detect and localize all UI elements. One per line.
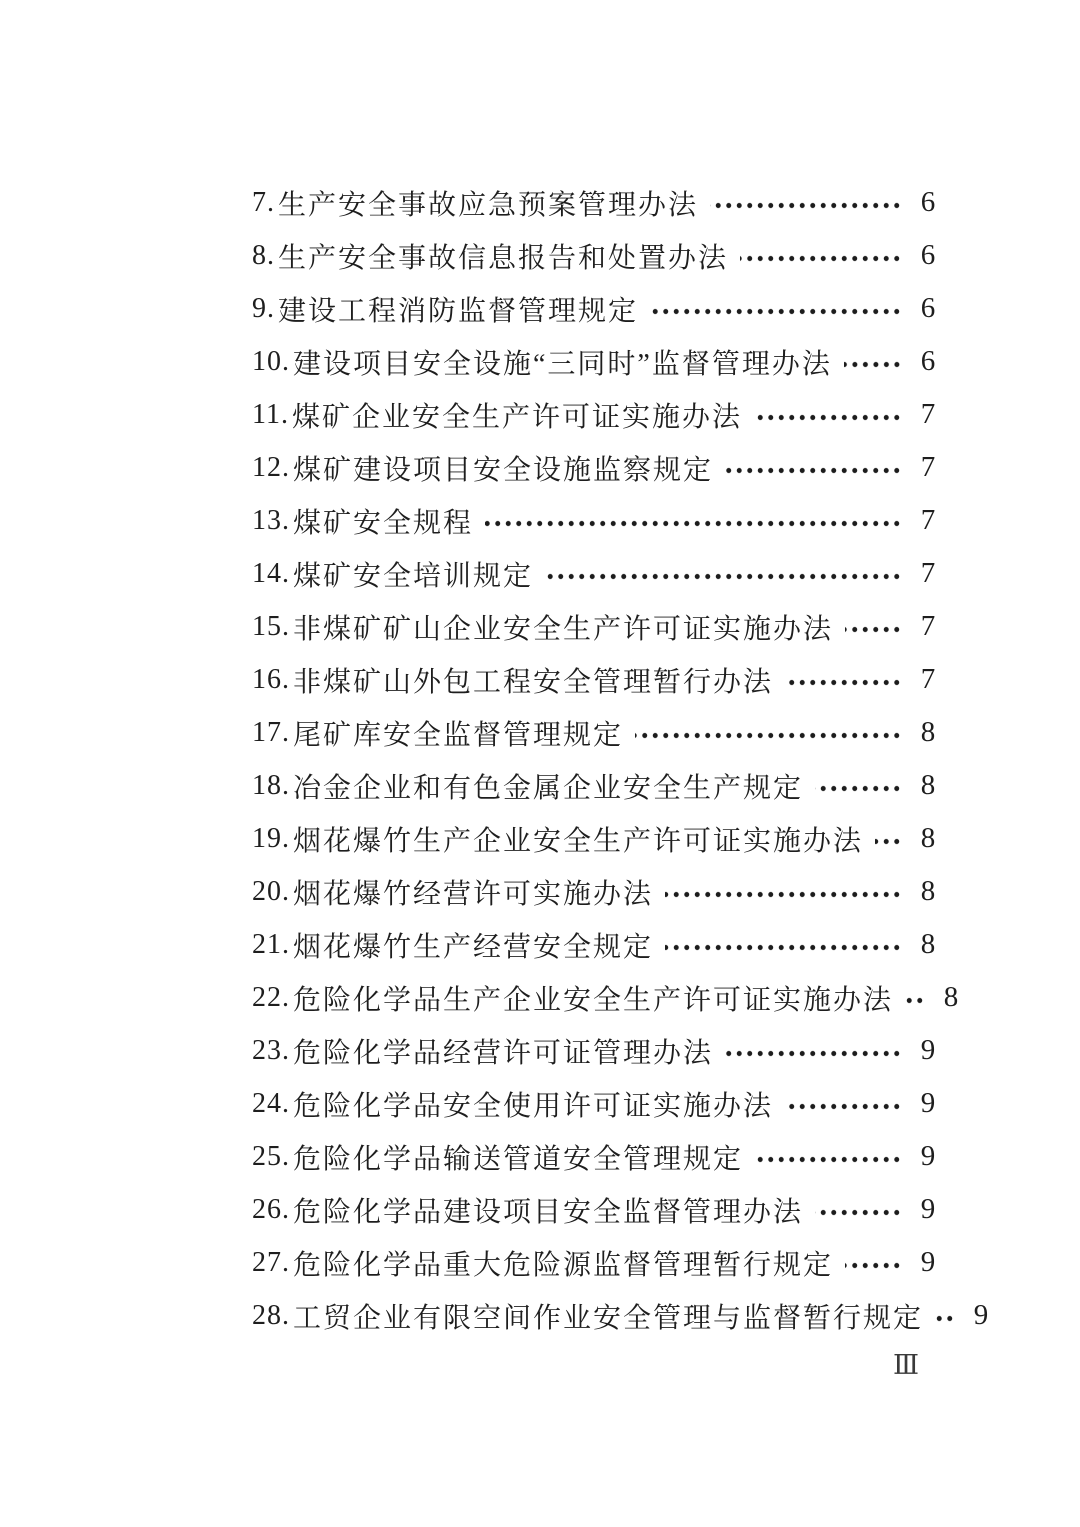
- toc-item-number: 18.: [252, 769, 290, 801]
- toc-item-title: 生产安全事故应急预案管理办法: [278, 189, 699, 221]
- toc-item: [252, 865, 948, 918]
- dot-leader: [935, 1289, 955, 1342]
- toc-item: [252, 918, 948, 971]
- toc-item-page: 8: [920, 769, 936, 801]
- page-folio: Ⅲ: [893, 1350, 921, 1380]
- toc-item-title: 尾矿库安全监督管理规定: [293, 719, 624, 751]
- dot-leader: [815, 1183, 902, 1236]
- toc-item-title: 煤矿安全培训规定: [293, 560, 534, 592]
- toc-item-page: 7: [920, 504, 936, 536]
- toc-item: [252, 706, 948, 759]
- toc-item-title: 煤矿企业安全生产许可证实施办法: [291, 401, 742, 433]
- toc-item-title: 危险化学品输送管道安全管理规定: [293, 1143, 744, 1175]
- dot-leader: [785, 1077, 902, 1130]
- toc-item: [252, 335, 948, 388]
- toc-item-number: 26.: [252, 1193, 290, 1225]
- toc-item-page: 9: [973, 1299, 989, 1331]
- toc-item-number: 25.: [252, 1140, 290, 1172]
- dot-leader: [665, 865, 902, 918]
- toc-item-page: 7: [920, 557, 936, 589]
- toc-item-page: 6: [920, 292, 936, 324]
- toc-item-title: 烟花爆竹生产企业安全生产许可证实施办法: [293, 825, 864, 857]
- toc-item-number: 15.: [252, 610, 290, 642]
- toc-item: [252, 282, 948, 335]
- toc-item-title: 烟花爆竹经营许可实施办法: [293, 878, 654, 910]
- toc-item: [252, 388, 948, 441]
- dot-leader: [635, 706, 902, 759]
- toc-item-title: 建设工程消防监督管理规定: [278, 295, 639, 327]
- toc-item: [252, 547, 948, 600]
- toc-item-page: 9: [920, 1246, 936, 1278]
- dot-leader: [545, 547, 902, 600]
- toc-item-page: 9: [920, 1034, 936, 1066]
- dot-leader: [740, 229, 902, 282]
- toc-item-number: 16.: [252, 663, 290, 695]
- dot-leader: [710, 176, 902, 229]
- toc-item-page: 9: [920, 1087, 936, 1119]
- toc-item-number: 19.: [252, 822, 290, 854]
- dot-leader: [650, 282, 902, 335]
- toc-item-number: 10.: [252, 345, 290, 377]
- toc-item-page: 6: [920, 239, 936, 271]
- toc-item: [252, 176, 948, 229]
- toc-item-page: 8: [920, 875, 936, 907]
- toc-item-page: 8: [943, 981, 959, 1013]
- dot-leader: [485, 494, 902, 547]
- dot-leader: [755, 1130, 902, 1183]
- toc-item-number: 7.: [252, 186, 275, 218]
- toc-item-title: 非煤矿山外包工程安全管理暂行办法: [293, 666, 774, 698]
- toc-item: [252, 1077, 948, 1130]
- toc-item-number: 12.: [252, 451, 290, 483]
- toc-item-title: 非煤矿矿山企业安全生产许可证实施办法: [293, 613, 834, 645]
- toc-item-title: 煤矿安全规程: [293, 507, 474, 539]
- toc-item-title: 危险化学品生产企业安全生产许可证实施办法: [293, 984, 894, 1016]
- dot-leader: [905, 971, 925, 1024]
- toc-item-number: 20.: [252, 875, 290, 907]
- toc-item: [252, 1289, 989, 1342]
- toc-item-number: 22.: [252, 981, 290, 1013]
- toc-item-number: 9.: [252, 292, 275, 324]
- toc-item: [252, 759, 948, 812]
- toc-item: [252, 600, 948, 653]
- toc-item: [252, 1130, 948, 1183]
- toc-item-title: 危险化学品建设项目安全监督管理办法: [293, 1196, 804, 1228]
- toc-item: [252, 1024, 948, 1077]
- toc-item-title: 危险化学品经营许可证管理办法: [293, 1037, 714, 1069]
- toc-item-number: 28.: [252, 1299, 290, 1331]
- toc-item: [252, 812, 948, 865]
- toc-item-title: 工贸企业有限空间作业安全管理与监督暂行规定: [293, 1302, 924, 1334]
- toc-item: [252, 971, 959, 1024]
- toc-item-number: 13.: [252, 504, 290, 536]
- toc-item-page: 7: [920, 610, 936, 642]
- toc-item-title: 生产安全事故信息报告和处置办法: [278, 242, 729, 274]
- dot-leader: [725, 441, 902, 494]
- dot-leader: [815, 759, 902, 812]
- dot-leader: [785, 653, 902, 706]
- toc-item: [252, 494, 948, 547]
- dot-leader: [754, 388, 902, 441]
- toc-item-title: 危险化学品安全使用许可证实施办法: [293, 1090, 774, 1122]
- toc-item-number: 17.: [252, 716, 290, 748]
- dot-leader: [665, 918, 902, 971]
- toc-item-number: 21.: [252, 928, 290, 960]
- toc-item-number: 14.: [252, 557, 290, 589]
- toc-item-page: 7: [920, 398, 936, 430]
- toc-item-number: 24.: [252, 1087, 290, 1119]
- dot-leader: [875, 812, 902, 865]
- toc-item: [252, 653, 948, 706]
- toc-item-page: 6: [920, 345, 936, 377]
- toc-item-page: 9: [920, 1140, 936, 1172]
- toc-item-title: 冶金企业和有色金属企业安全生产规定: [293, 772, 804, 804]
- toc-item-number: 27.: [252, 1246, 290, 1278]
- toc-item-title: 烟花爆竹生产经营安全规定: [293, 931, 654, 963]
- toc-item-page: 6: [920, 186, 936, 218]
- dot-leader: [845, 600, 902, 653]
- toc-item-page: 8: [920, 822, 936, 854]
- toc-item: [252, 1236, 948, 1289]
- toc-item-page: 8: [920, 928, 936, 960]
- dot-leader: [725, 1024, 902, 1077]
- toc-item: [252, 229, 948, 282]
- toc-item-page: 8: [920, 716, 936, 748]
- dot-leader: [845, 1236, 902, 1289]
- toc-item-number: 11.: [252, 398, 289, 430]
- toc-item-number: 23.: [252, 1034, 290, 1066]
- toc-item-number: 8.: [252, 239, 275, 271]
- toc-item-title: 危险化学品重大危险源监督管理暂行规定: [293, 1249, 834, 1281]
- toc-item: [252, 1183, 948, 1236]
- dot-leader: [844, 335, 902, 388]
- toc-item-title: 建设项目安全设施“三同时”监督管理办法: [293, 348, 832, 380]
- toc-list: [252, 176, 989, 1342]
- toc-item-title: 煤矿建设项目安全设施监察规定: [293, 454, 714, 486]
- toc-item-page: 7: [920, 663, 936, 695]
- toc-item: [252, 441, 948, 494]
- toc-item-page: 9: [920, 1193, 936, 1225]
- toc-item-page: 7: [920, 451, 936, 483]
